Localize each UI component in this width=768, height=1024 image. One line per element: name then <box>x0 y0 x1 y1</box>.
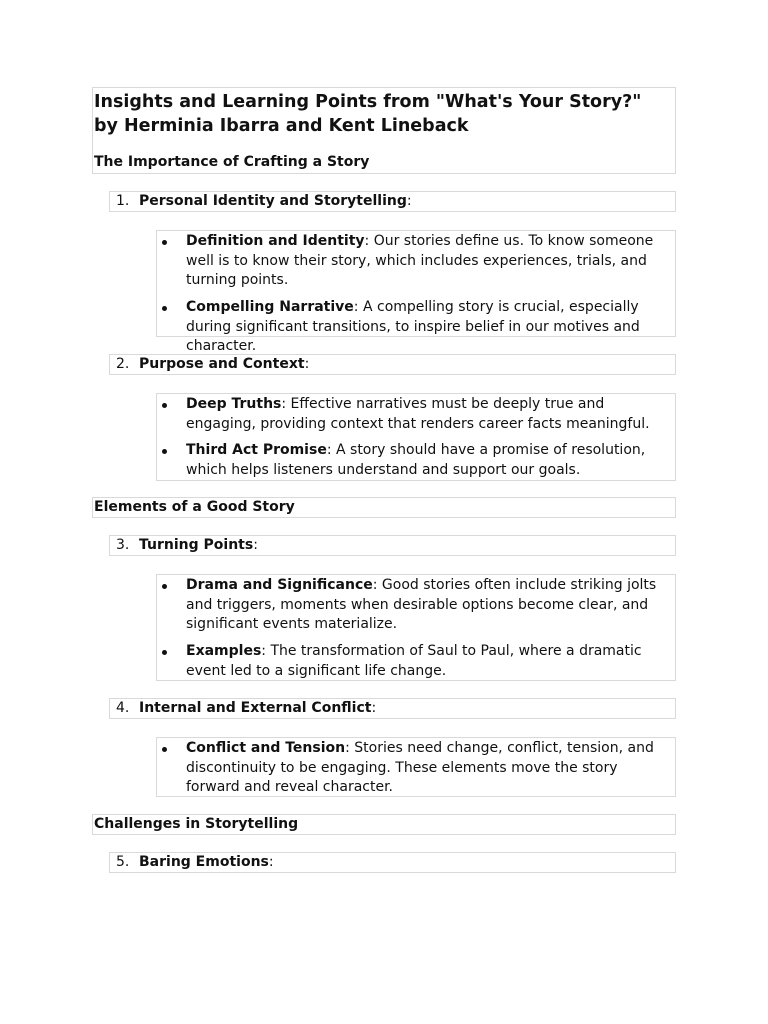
bullet-list-2 <box>156 393 676 481</box>
bullet-term: Drama and Significance <box>186 577 373 593</box>
document-title-block <box>92 87 676 174</box>
bullet-term: Deep Truths <box>186 396 282 412</box>
item-label: Purpose and Context <box>139 356 305 372</box>
item-label: Turning Points <box>139 537 254 553</box>
numbered-item-4: 4. Internal and External Conflict: <box>109 698 676 719</box>
item-number: 5. <box>116 854 130 870</box>
bullet-text: : The transformation of Saul to Paul, where a dramatic event led to a significant life change. <box>186 643 642 679</box>
document-title: Insights and Learning Points from "What's Your Story?" by Herminia Ibarra and Kent Lineback <box>94 92 642 136</box>
bullet-text: : Our stories define us. To know someone well is to know their story, which includes experiences, trials, and turning points. <box>186 233 654 288</box>
numbered-item-1: 1. Personal Identity and Storytelling: <box>109 191 676 212</box>
item-label: Internal and External Conflict <box>139 700 372 716</box>
bullet-icon <box>162 650 167 655</box>
item-number: 3. <box>116 537 130 553</box>
bullet-icon <box>162 747 167 752</box>
bullet-term: Third Act Promise <box>186 442 327 458</box>
section-heading-challenges: Challenges in Storytelling <box>94 816 299 832</box>
bullet-text: : Stories need change, conflict, tension, and discontinuity to be engaging. These elements move the story forward and reveal character. <box>186 740 654 795</box>
section-heading-elements: Elements of a Good Story <box>94 499 295 515</box>
item-label: Baring Emotions <box>139 854 269 870</box>
bullet-term: Compelling Narrative <box>186 299 354 315</box>
bullet-text: : A story should have a promise of resolution, which helps listeners understand and support our goals. <box>186 442 646 478</box>
bullet-icon <box>162 403 167 408</box>
bullet-icon <box>162 449 167 454</box>
section-heading-importance: The Importance of Crafting a Story <box>94 154 370 170</box>
bullet-list-4 <box>156 737 676 797</box>
section-heading-elements-box <box>92 497 676 518</box>
bullet-text: : A compelling story is crucial, especially during significant transitions, to inspire belief in our motives and character. <box>186 299 640 354</box>
bullet-term: Conflict and Tension <box>186 740 346 756</box>
bullet-text: : Good stories often include striking jolts and triggers, moments when desirable options become clear, and significant events materialize. <box>186 577 657 632</box>
item-number: 2. <box>116 356 130 372</box>
item-number: 1. <box>116 193 130 209</box>
bullet-list-3 <box>156 574 676 681</box>
bullet-term: Examples <box>186 643 262 659</box>
section-heading-challenges-box <box>92 814 676 835</box>
bullet-text: : Effective narratives must be deeply true and engaging, providing context that renders career facts meaningful. <box>186 396 650 432</box>
bullet-list-1 <box>156 230 676 354</box>
bullet-icon <box>162 240 167 245</box>
bullet-term: Definition and Identity <box>186 233 365 249</box>
bullet-icon <box>162 306 167 311</box>
item-label: Personal Identity and Storytelling <box>139 193 407 209</box>
numbered-item-3: 3. Turning Points: <box>109 535 676 556</box>
numbered-item-5: 5. Baring Emotions: <box>109 852 676 873</box>
numbered-item-2: 2. Purpose and Context: <box>109 354 676 375</box>
bullet-icon <box>162 584 167 589</box>
item-number: 4. <box>116 700 130 716</box>
